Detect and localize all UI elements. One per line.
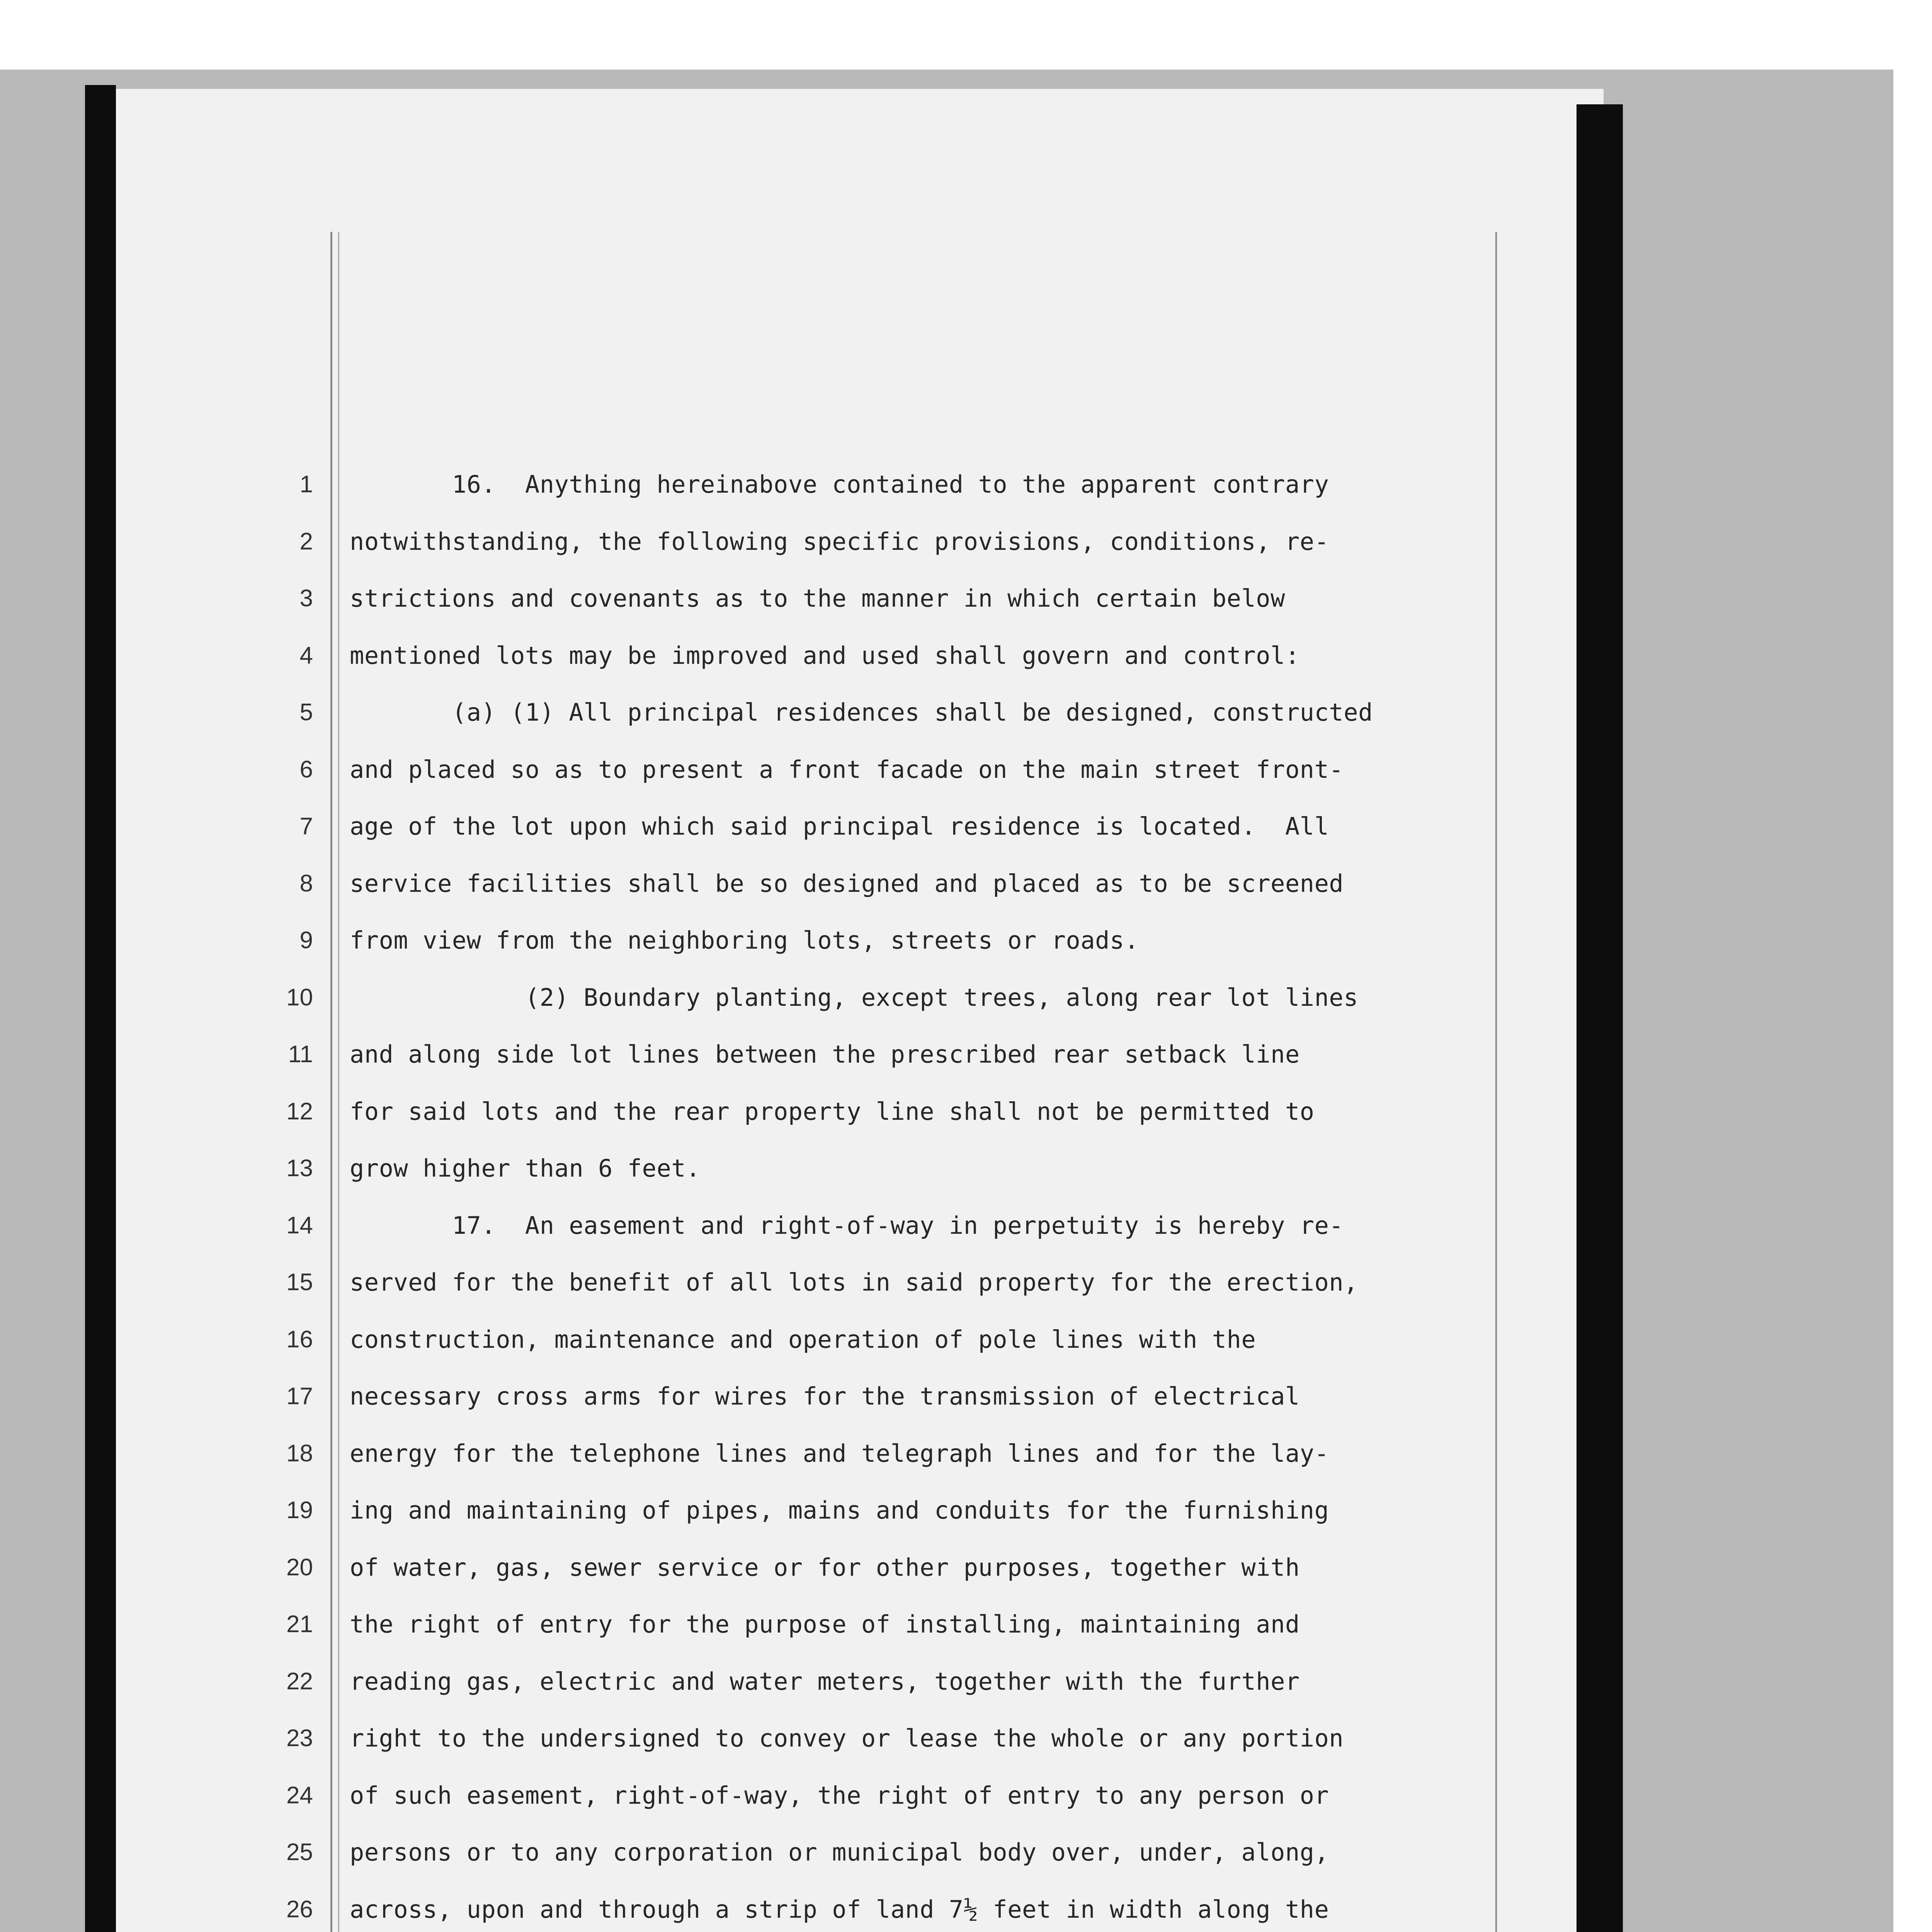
line-number-column — [247, 456, 313, 1932]
text-line: reading gas, electric and water meters, together with the further — [350, 1667, 1300, 1696]
text-line: across, upon and through a strip of land 7½ feet in width along the — [350, 1895, 1329, 1923]
line-number: 17 — [286, 1383, 313, 1410]
line-number: 13 — [286, 1155, 313, 1182]
left-margin-rule-inner — [338, 232, 339, 1932]
line-number: 16 — [286, 1326, 313, 1353]
left-margin-rule — [330, 232, 332, 1932]
text-line: ing and maintaining of pipes, mains and conduits for the furnishing — [350, 1496, 1329, 1524]
text-line: (2) Boundary planting, except trees, along rear lot lines — [350, 983, 1359, 1012]
text-line: and placed so as to present a front facade on the main street front- — [350, 755, 1344, 784]
line-number: 15 — [286, 1269, 313, 1296]
line-number: 14 — [286, 1212, 313, 1239]
text-line: persons or to any corporation or municipal body over, under, along, — [350, 1838, 1329, 1866]
line-number: 26 — [286, 1896, 313, 1923]
line-number: 20 — [286, 1554, 313, 1581]
text-line: energy for the telephone lines and telegraph lines and for the lay- — [350, 1439, 1329, 1468]
text-line: 17. An easement and right-of-way in perpetuity is hereby re- — [350, 1211, 1344, 1240]
line-number: 10 — [286, 984, 313, 1011]
line-number: 25 — [286, 1839, 313, 1866]
line-number: 3 — [299, 585, 313, 612]
line-number: 19 — [286, 1497, 313, 1524]
text-line: 16. Anything hereinabove contained to the apparent contrary — [350, 470, 1329, 498]
line-number: 21 — [286, 1611, 313, 1638]
text-line: for said lots and the rear property line shall not be permitted to — [350, 1097, 1315, 1126]
line-number: 5 — [299, 699, 313, 726]
line-number: 24 — [286, 1782, 313, 1809]
text-line: necessary cross arms for wires for the transmission of electrical — [350, 1382, 1300, 1410]
text-line: right to the undersigned to convey or lease the whole or any portion — [350, 1724, 1344, 1752]
line-number: 8 — [299, 870, 313, 897]
line-number: 11 — [288, 1041, 313, 1068]
line-number: 2 — [299, 528, 313, 555]
text-line: from view from the neighboring lots, streets or roads. — [350, 926, 1139, 954]
text-line: notwithstanding, the following specific provisions, conditions, re- — [350, 527, 1329, 556]
line-number: 4 — [299, 642, 313, 669]
text-line: construction, maintenance and operation of pole lines with the — [350, 1325, 1256, 1354]
text-line: and along side lot lines between the prescribed rear setback line — [350, 1040, 1300, 1068]
scan-border-right — [1577, 104, 1623, 1932]
scan-border-left — [85, 85, 116, 1932]
text-line: the right of entry for the purpose of installing, maintaining and — [350, 1610, 1300, 1638]
text-line: served for the benefit of all lots in said property for the erection, — [350, 1268, 1359, 1296]
text-line: (a) (1) All principal residences shall be designed, constructed — [350, 698, 1373, 726]
document-body — [350, 456, 1505, 1932]
text-line: grow higher than 6 feet. — [350, 1154, 701, 1182]
text-line: strictions and covenants as to the manner in which certain below — [350, 584, 1285, 612]
text-line: service facilities shall be so designed and placed as to be screened — [350, 869, 1344, 898]
text-line: mentioned lots may be improved and used shall govern and control: — [350, 641, 1300, 670]
text-line: age of the lot upon which said principal residence is located. All — [350, 812, 1329, 840]
line-number: 22 — [286, 1668, 313, 1695]
line-number: 23 — [286, 1725, 313, 1752]
text-line: of water, gas, sewer service or for other purposes, together with — [350, 1553, 1300, 1582]
line-number: 6 — [299, 756, 313, 783]
line-number: 12 — [286, 1098, 313, 1125]
text-line: of such easement, right-of-way, the right of entry to any person or — [350, 1781, 1329, 1810]
line-number: 1 — [299, 471, 313, 498]
line-number: 7 — [299, 813, 313, 840]
line-number: 9 — [299, 927, 313, 954]
line-number: 18 — [286, 1440, 313, 1467]
